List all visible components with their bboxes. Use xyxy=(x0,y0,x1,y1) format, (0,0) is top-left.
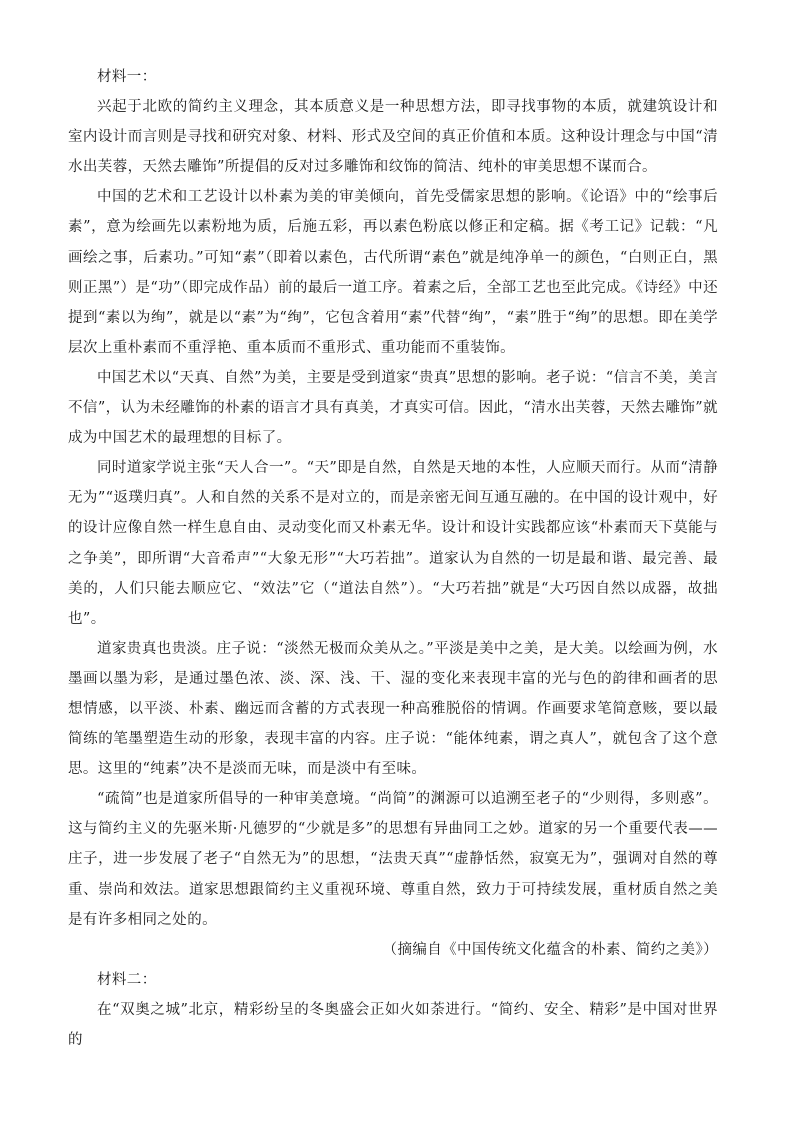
paragraph-daoist-truth: 中国艺术以“天真、自然”为美，主要是受到道家“贵真”思想的影响。老子说：“信言不美，美言不信”，认为未经雕饰的朴素的语言才具有真美，才真实可信。因此，“清水出芙蓉，天然去雕饰”就成为中国艺术的最理想的目标了。 xyxy=(68,369,719,447)
paragraph-minimalism-origin: 兴起于北欧的简约主义理念，其本质意义是一种思想方法，即寻找事物的本质，就建筑设计和室内设计而言则是寻找和研究对象、材料、形式及空间的真正价值和本质。这种设计理念与中国“清水出芙蓉，天然去雕饰”所提倡的反对过多雕饰和纹饰的简洁、纯朴的审美思想不谋而合。 xyxy=(68,99,718,176)
material-2-label: 材料二： xyxy=(97,971,157,988)
paragraph-winter-olympics: 在“双奥之城”北京，精彩纷呈的冬奥盛会正如火如荼进行。“简约、安全、精彩”是中国对世界的 xyxy=(68,1001,718,1048)
paragraph-plainness: 道家贵真也贵淡。庄子说：“淡然无极而众美从之。”平淡是美中之美，是大美。以绘画为例，水墨画以墨为彩，是通过墨色浓、淡、深、浅、干、湿的变化来表现丰富的光与色的韵律和画者的思想情感，以平淡、朴素、幽远而含蓄的方式表现一种高雅脱俗的情调。作画要求笔简意赅，要以最简练的笔墨塑造生动的形象，表现丰富的内容。庄子说：“能体纯素，谓之真人”，就包含了这个意思。这里的“纯素”决不是淡而无味，而是淡中有至味。 xyxy=(68,640,718,778)
paragraph-confucian-influence: 中国的艺术和工艺设计以朴素为美的审美倾向，首先受儒家思想的影响。《论语》中的“绘事后素”，意为绘画先以素粉地为质，后施五彩，再以素色粉底以修正和定稿。据《考工记》记载：“凡画绘之事，后素功。”可知“素”（即着以素色，古代所谓“素色”就是纯净单一的颜色，“白则正白，黑则正黑”）是“功”（即完成作品）前的最后一道工序。着素之后，全部工艺也至此完成。《诗经》中还提到“素以为绚”，就是以“素”为“绚”，它包含着用“素”代替“绚”，“素”胜于“绚”的思想。即在美学层次上重朴素而不重浮艳、重本质而不重形式、重功能而不重装饰。 xyxy=(68,189,718,356)
document-body xyxy=(68,62,718,1055)
source-citation: （摘编自《中国传统文化蕴含的朴素、简约之美》） xyxy=(382,941,718,958)
material-1-label: 材料一： xyxy=(97,69,157,85)
paragraph-simplicity: “疏简”也是道家所倡导的一种审美意境。“尚简”的渊源可以追溯至老子的“少则得，多则惑”。这与简约主义的先驱米斯·凡德罗的“少就是多”的思想有异曲同工之妙。道家的另一个重要代表——庄子，进一步发展了老子“自然无为”的思想，“法贵天真”“虚静恬然，寂寞无为”，强调对自然的尊重、崇尚和效法。道家思想跟简约主义重视环境、尊重自然，致力于可持续发展，重材质自然之美是有许多相同之处的。 xyxy=(68,791,718,928)
paragraph-unity-heaven-man: 同时道家学说主张“天人合一”。“天”即是自然，自然是天地的本性，人应顺天而行。从而“清静无为”“返璞归真”。人和自然的关系不是对立的，而是亲密无间互通互融的。在中国的设计观中，好的设计应像自然一样生息自由、灵动变化而又朴素无华。设计和设计实践都应该“朴素而天下莫能与之争美”，即所谓“大音希声”“大象无形”“大巧若拙”。道家认为自然的一切是最和谐、最完善、最美的，人们只能去顺应它、“效法”它（“道法自然”）。“大巧若拙”就是“大巧因自然以成器，故拙也”。 xyxy=(68,460,719,627)
